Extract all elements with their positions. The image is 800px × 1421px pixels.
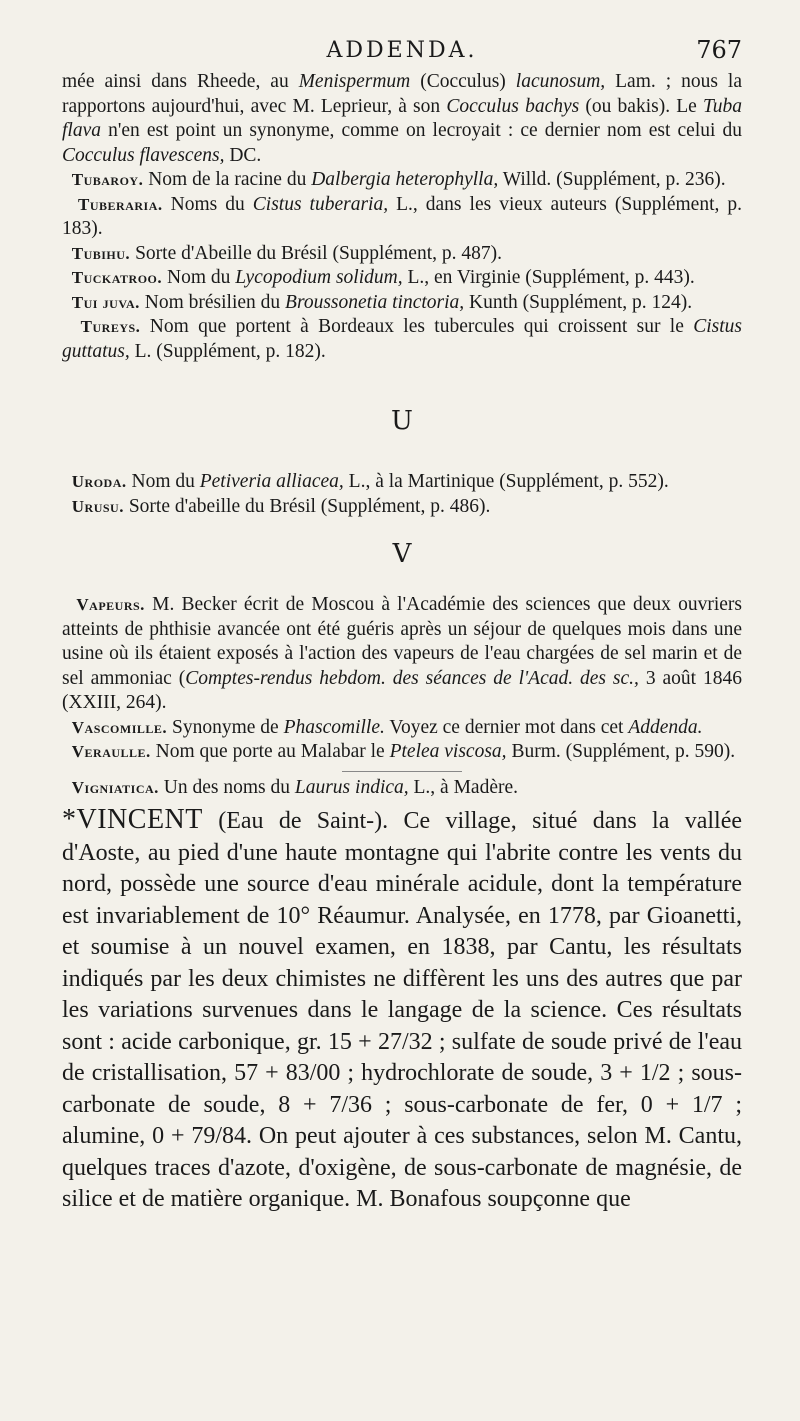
entry-tubaroy: Tubaroy. Nom de la racine du Dalbergia heterophylla, Willd. (Supplément, p. 236). (71, 169, 726, 190)
section-letter-u: U (391, 406, 413, 436)
article-headword: *VINCENT (62, 804, 203, 835)
page-header (62, 0, 742, 70)
entry-vigniatica: Vigniatica. Un des noms du Laurus indica, L., à Madère. (71, 776, 519, 798)
headword: Tureys. (80, 317, 141, 336)
entry-urusu: Urusu. Sorte d'abeille du Brésil (Supplément, p. 486). (71, 495, 491, 517)
entry-tubihu: Tubihu. Sorte d'Abeille du Brésil (Supplément, p. 487). (71, 242, 502, 264)
headword: Tubaroy. (71, 170, 144, 189)
headword: Uroda. (71, 472, 127, 491)
headword: Tui juva. (71, 292, 140, 312)
page-number: 767 (696, 36, 742, 64)
entry-tuckatroo: Tuckatroo. Nom du Lycopodium solidum, L., en Virginie (Supplément, p. 443). (71, 267, 695, 288)
headword: Veraulle. (71, 742, 151, 761)
headword: Tuberaria. (78, 194, 163, 214)
headword: Tubihu. (71, 243, 131, 263)
entry-vapeurs: Vapeurs. M. Becker écrit de Moscou à l'Académie des sciences que deux ouvriers atteints de phthisie avancée ont été guéris après un séjour de quelques mois dans une usine où ils étaient exposés à l'action des vapeurs de l'eau chargées de sel marin et de sel ammoniac (Comptes-rendus hebdom. des séances de l'Acad. des sc., 3 août 1846 (XXIII, 264). (62, 594, 742, 713)
entry-tui-juva: Tui juva. Nom brésilien du Broussonetia tinctoria, Kunth (Supplément, p. 124). (71, 291, 693, 313)
entries-t (62, 70, 742, 364)
headword: Tuckatroo. (71, 268, 163, 287)
entry-tuberaria: Tuberaria. Noms du Cistus tuberaria, L., dans les vieux auteurs (Supplément, p. 183). (62, 193, 743, 239)
running-title: ADDENDA. (326, 38, 478, 63)
headword: Vapeurs. (76, 595, 145, 614)
headword: Urusu. (71, 496, 124, 516)
entry-uroda: Uroda. Nom du Petiveria alliacea, L., à la Martinique (Supplément, p. 552). (71, 471, 669, 492)
divider-rule (342, 771, 462, 772)
entry-vascomille: Vascomille. Synonyme de Phascomille. Voyez ce dernier mot dans cet Addenda. (71, 716, 703, 738)
article-vincent (62, 804, 742, 1216)
article-body: (Eau de Saint-). Ce village, situé dans la vallée d'Aoste, au pied d'une haute montagne qui l'abrite contre les vents du nord, possède une source d'eau minérale acidule, dont la température est invariablement de 10° Réaumur. Analysée, en 1778, par Gioanetti, et soumise à un nouvel examen, en 1838, par Cantu, les résultats indiqués par les deux chimistes ne diffèrent les uns des autres que par les variations survenues dans le langage de la science. Ces résultats sont : acide carbonique, gr. 15 + 27/32 ; sulfate de soude privé de l'eau de cristallisation, 57 + 83/00 ; hydrochlorate de soude, 3 + 1/2 ; sous-carbonate de soude, 8 + 7/36 ; sous-carbonate de fer, 0 + 1/7 ; alumine, 0 + 79/84. On peut ajouter à ces substances, selon M. Cantu, quelques traces d'azote, d'oxigène, de sous-carbonate de magnésie, de silice et de matière organique. M. Bonafous soupçonne que (62, 808, 742, 1212)
section-letter-v: V (392, 539, 412, 569)
headword: Vigniatica. (71, 777, 159, 797)
entries-v (62, 593, 742, 800)
entry-veraulle: Veraulle. Nom que porte au Malabar le Ptelea viscosa, Burm. (Supplément, p. 590). (71, 741, 736, 762)
headword: Vascomille. (71, 717, 168, 737)
continued-paragraph: mée ainsi dans Rheede, au Menispermum (Cocculus) lacunosum, Lam. ; nous la rapportons aujourd'hui, avec M. Leprieur, à son Cocculus bachys (ou bakis). Le Tuba flava n'en est point un synonyme, comme on lecroyait : ce dernier nom est celui du Cocculus flavescens, DC. (62, 71, 742, 166)
entries-u (62, 470, 742, 519)
entry-tureys: Tureys. Nom que portent à Bordeaux les tubercules qui croissent sur le Cistus guttatus, L. (Supplément, p. 182). (62, 316, 742, 362)
